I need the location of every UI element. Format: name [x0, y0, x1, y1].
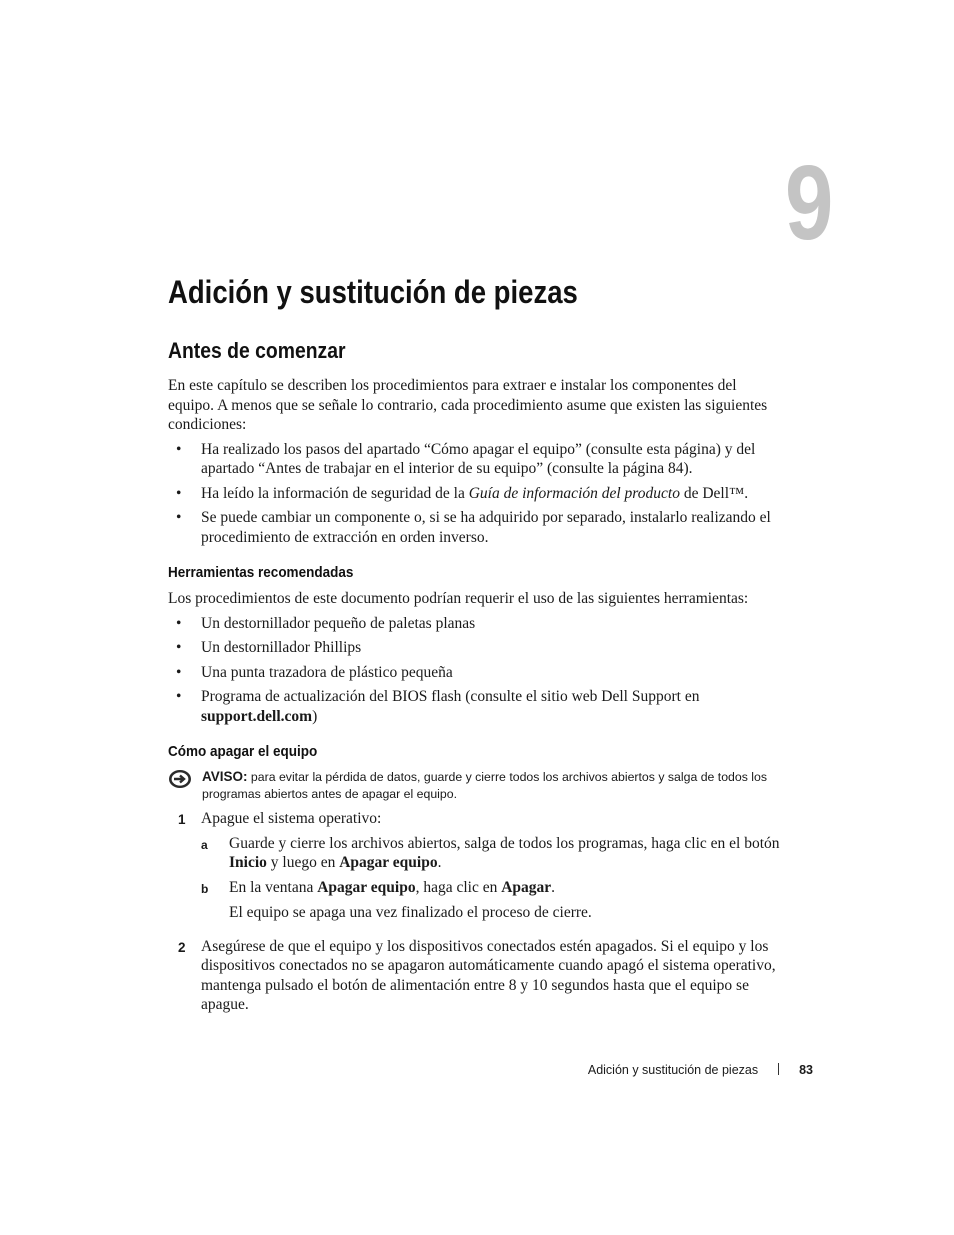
apagar-equipo-ui-label: Apagar equipo	[339, 854, 438, 871]
notice-box	[168, 768, 786, 803]
list-item: • Ha realizado los pasos del apartado “Cómo apagar el equipo” (consulte esta página) y del apartado “Antes de trabajar en el interior de su equipo” (consulte la página 84).	[176, 440, 756, 477]
step-number: 1	[178, 812, 186, 827]
footer-label: Adición y sustitución de piezas	[587, 1063, 759, 1077]
step-number: 2	[178, 939, 186, 955]
tools-intro: Los procedimientos de este documento podrían requerir el uso de las siguientes herramientas:	[168, 590, 749, 607]
list-item: • Programa de actualización del BIOS flash (consulte el sitio web Dell Support en support.dell.com)	[176, 688, 700, 725]
footer-separator	[778, 1063, 779, 1075]
step-text: Asegúrese de que el equipo y los dispositivos conectados estén apagados. Si el equipo y los dispositivos conectados no se apagaron automáticamente cuando apagó el sistema operativo, mantenga pulsado el botón de alimentación entre 8 y 10 segundos hasta que el equipo se apague.	[201, 937, 776, 1013]
list-item: • Un destornillador Phillips	[176, 639, 362, 656]
page-title: Adición y sustitución de piezas	[168, 274, 578, 310]
page-number: 83	[799, 1063, 813, 1077]
notice-text: AVISO: para evitar la pérdida de datos, guarde y cierre todos los archivos abiertos y salga de todos los programas abiertos antes de apagar el equipo.	[202, 769, 768, 801]
apagar-equipo-ui-label: Apagar equipo	[317, 878, 416, 896]
chapter-number: 9	[785, 144, 834, 262]
substep-letter: a	[201, 837, 208, 852]
step-note: El equipo se apaga una vez finalizado el proceso de cierre.	[229, 904, 592, 921]
inicio-ui-label: Inicio	[229, 854, 267, 871]
substep-letter: b	[201, 881, 209, 896]
tools-heading: Herramientas recomendadas	[168, 564, 354, 581]
bullet-icon: •	[176, 509, 182, 526]
page-footer	[588, 1062, 813, 1078]
section-heading: Antes de comenzar	[168, 338, 346, 363]
support-link[interactable]: support.dell.com	[201, 707, 313, 725]
product-guide-title: Guía de información del producto	[468, 484, 680, 502]
tools-list	[168, 614, 786, 727]
notice-label: AVISO:	[202, 769, 248, 784]
substeps-list	[201, 834, 786, 923]
shutdown-heading: Cómo apagar el equipo	[168, 743, 318, 760]
substep-item: a Guarde y cierre los archivos abiertos, salga de todos los programas, haga clic en el botón Inicio y luego en Apagar equipo.	[201, 834, 780, 871]
step-text: Apague el sistema operativo:	[201, 810, 382, 827]
section-intro: En este capítulo se describen los procedimientos para extraer e instalar los componentes del equipo. A menos que se señale lo contrario, cada procedimiento asume que existen las siguientes condiciones:	[168, 377, 768, 433]
page-content	[168, 336, 786, 1015]
bullet-icon: •	[176, 440, 182, 458]
notice-icon	[168, 769, 192, 789]
conditions-list	[168, 440, 786, 548]
bullet-icon: •	[176, 484, 182, 502]
bullet-icon: •	[176, 663, 182, 681]
bullet-icon: •	[176, 614, 182, 632]
list-item: • Una punta trazadora de plástico pequeña	[176, 663, 453, 681]
apagar-ui-label: Apagar	[501, 878, 552, 896]
steps-list	[168, 809, 786, 1015]
list-item: • Ha leído la información de seguridad de la Guía de información del producto de Dell™.	[176, 484, 749, 502]
list-item: • Se puede cambiar un componente o, si se ha adquirido por separado, instalarlo realizando el procedimiento de extracción en orden inverso.	[176, 509, 771, 546]
list-item: • Un destornillador pequeño de paletas planas	[176, 614, 476, 632]
bullet-icon: •	[176, 639, 182, 656]
substep-item: b En la ventana Apagar equipo, haga clic en Apagar. El equipo se apaga una vez finalizado el proceso de cierre.	[201, 878, 786, 923]
bullet-icon: •	[176, 688, 182, 705]
step-item	[168, 809, 786, 923]
step-item	[168, 937, 786, 1015]
